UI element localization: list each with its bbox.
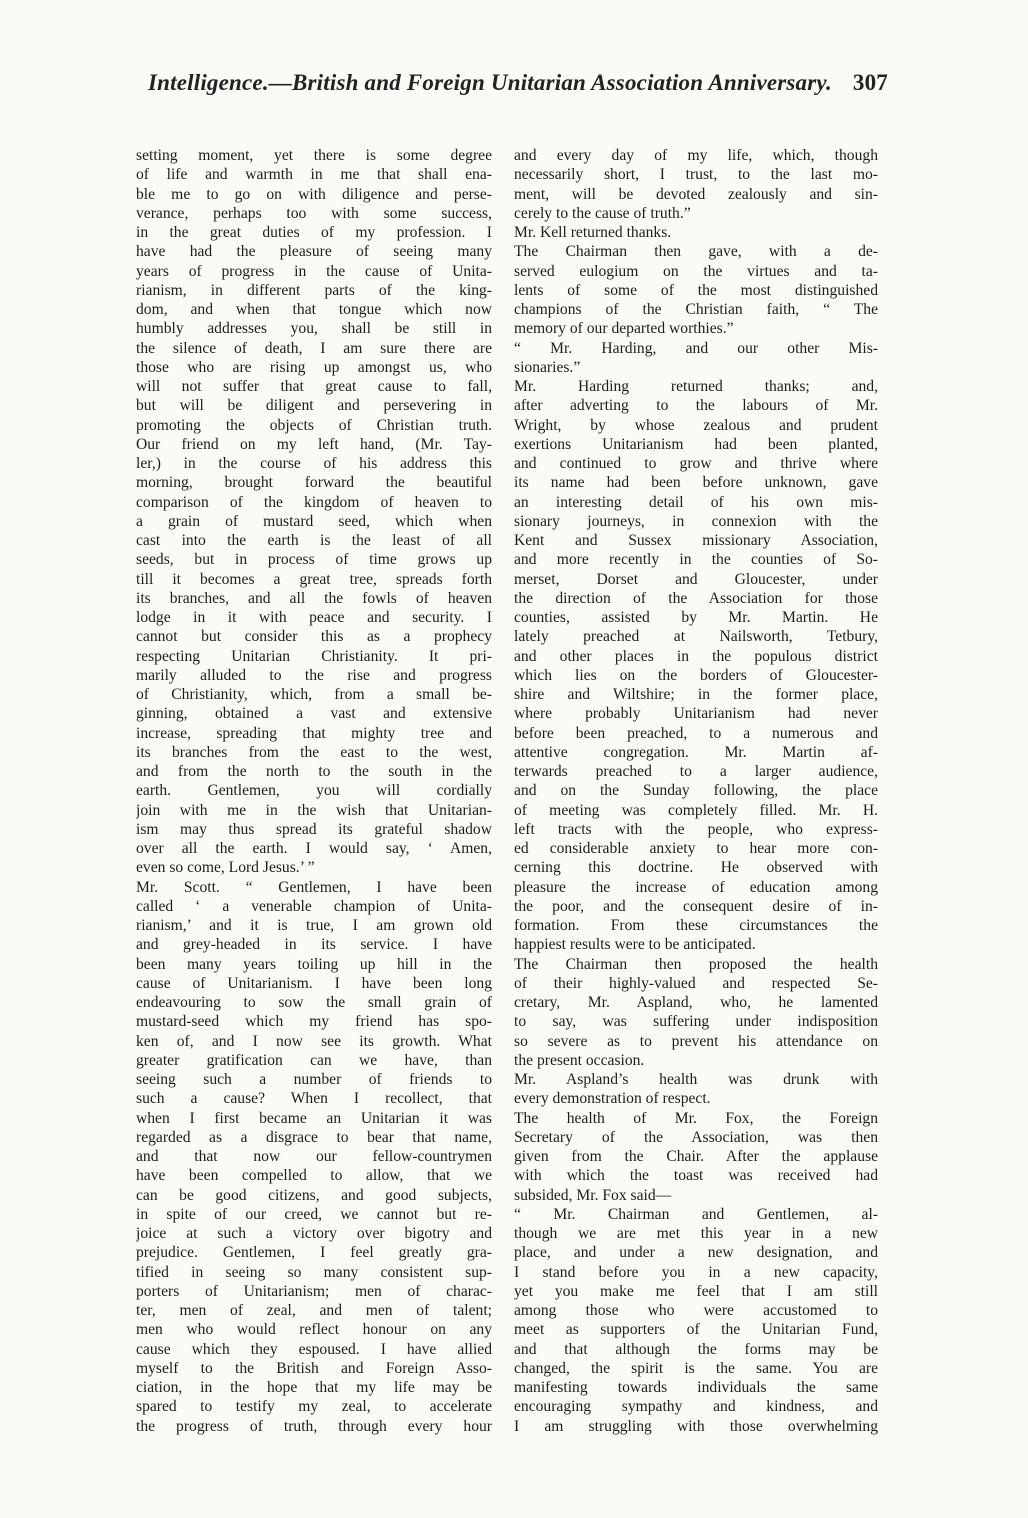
text-line: cerning this doctrine. He observed with (514, 859, 878, 877)
text-line: till it becomes a great tree, spreads forth (136, 570, 492, 588)
text-line: the present occasion. (514, 1051, 645, 1069)
text-line: but will be diligent and persevering in (136, 397, 492, 415)
text-line: The health of Mr. Fox, the Foreign (514, 1109, 878, 1127)
text-line: among those who were accustomed to (514, 1302, 878, 1319)
text-line: and that now our fellow-countrymen (136, 1148, 492, 1165)
text-line: rianism, in different parts of the king- (136, 281, 492, 299)
text-line: and grey-headed in its service. I have (136, 936, 492, 954)
text-line: The Chairman then proposed the health (514, 955, 878, 973)
text-line: Our friend on my left hand, (Mr. Tay- (136, 435, 492, 453)
text-line: ble me to go on with diligence and perse- (136, 185, 492, 203)
text-line: cerely to the cause of truth.” (514, 204, 691, 222)
text-line: ken of, and I now see its growth. What (136, 1032, 492, 1050)
text-line: lents of some of the most distinguished (514, 281, 878, 299)
text-line: have had the pleasure of seeing many (136, 243, 492, 261)
text-line: of meeting was completely filled. Mr. H. (514, 801, 878, 819)
running-header (148, 70, 888, 110)
text-line: ed considerable anxiety to hear more con- (514, 840, 878, 857)
text-line: greater gratification can we have, than (136, 1051, 492, 1069)
text-line: sionary journeys, in connexion with the (514, 512, 878, 530)
text-line: marily alluded to the rise and progress (136, 666, 492, 684)
text-line: increase, spreading that mighty tree and (136, 724, 492, 742)
text-line: so severe as to prevent his attendance on (514, 1032, 878, 1050)
text-line: in the great duties of my profession. I (136, 224, 492, 241)
text-line: the silence of death, I am sure there are (136, 339, 492, 357)
text-line: after adverting to the labours of Mr. (514, 397, 878, 415)
text-line: sionaries.” (514, 358, 581, 376)
text-line: cretary, Mr. Aspland, who, he lamented (514, 994, 878, 1011)
text-line: shire and Wiltshire; in the former place, (514, 686, 878, 703)
text-line: yet you make me feel that I am still (514, 1282, 878, 1300)
text-line: called ‘ a venerable champion of Unita- (136, 897, 492, 915)
page-number: 307 (852, 70, 888, 95)
text-line: which lies on the borders of Gloucester- (514, 666, 878, 684)
text-line: with which the toast was received had (514, 1167, 878, 1185)
text-line: place, and under a new designation, and (514, 1244, 878, 1262)
text-line: Mr. Kell returned thanks. (514, 224, 672, 241)
text-line: can be good citizens, and good subjects, (136, 1186, 492, 1204)
text-line: I stand before you in a new capacity, (514, 1263, 878, 1281)
text-line: encouraging sympathy and kindness, and (514, 1398, 878, 1416)
text-line: an interesting detail of his own mis- (514, 493, 878, 511)
text-line: over all the earth. I would say, ‘ Amen, (136, 840, 492, 857)
text-line: formation. From these circumstances the (514, 917, 878, 934)
text-line: of their highly-valued and respected Se- (514, 974, 878, 992)
text-line: and that although the forms may be (514, 1340, 878, 1358)
text-line: comparison of the kingdom of heaven to (136, 493, 492, 511)
text-line: been many years toiling up hill in the (136, 955, 492, 973)
text-line: humbly addresses you, shall be still in (136, 320, 492, 338)
text-line: and from the north to the south in the (136, 763, 492, 780)
text-line: its name had been before unknown, gave (514, 474, 878, 492)
text-line: and other places in the populous district (514, 647, 878, 665)
text-line: joice at such a victory over bigotry and (136, 1225, 492, 1242)
text-line: served eulogium on the virtues and ta- (514, 262, 878, 280)
text-line: left tracts with the people, who express- (514, 820, 878, 838)
text-line: Wright, by whose zealous and prudent (514, 416, 878, 434)
text-line: seeing such a number of friends to (136, 1071, 492, 1088)
text-line: subsided, Mr. Fox said— (514, 1186, 672, 1204)
text-line: The Chairman then gave, with a de- (514, 243, 878, 261)
text-line: ism may thus spread its grateful shadow (136, 820, 492, 838)
text-line: Mr. Aspland’s health was drunk with (514, 1071, 878, 1088)
text-line: ment, will be devoted zealously and sin- (514, 185, 878, 203)
text-line: ciation, in the hope that my life may be (136, 1379, 492, 1396)
text-line: seeds, but in process of time grows up (136, 551, 492, 569)
text-line: myself to the British and Foreign Asso- (136, 1359, 492, 1377)
text-line: those who are rising up amongst us, who (136, 358, 492, 376)
text-line: regarded as a disgrace to bear that name, (136, 1128, 492, 1146)
text-line: and on the Sunday following, the place (514, 782, 878, 800)
text-line: men who would reflect honour on any (136, 1321, 492, 1339)
left-column (136, 146, 492, 1436)
text-line: prejudice. Gentlemen, I feel greatly gra- (136, 1244, 492, 1262)
text-line: cause of Unitarianism. I have been long (136, 974, 492, 992)
text-line: and every day of my life, which, though (514, 147, 878, 164)
text-line: the progress of truth, through every hour (136, 1417, 492, 1435)
text-line: dom, and when that tongue which now (136, 301, 492, 318)
text-line: “ Mr. Chairman and Gentlemen, al- (514, 1205, 878, 1223)
text-line: champions of the Christian faith, “ The (514, 301, 878, 318)
text-line: lately preached at Nailsworth, Tetbury, (514, 628, 878, 646)
text-line: counties, assisted by Mr. Martin. He (514, 609, 878, 626)
text-line: Mr. Scott. “ Gentlemen, I have been (136, 878, 492, 896)
text-line: Secretary of the Association, was then (514, 1128, 878, 1146)
text-line: years of progress in the cause of Unita- (136, 262, 492, 280)
text-line: lodge in it with peace and security. I (136, 609, 492, 626)
text-line: “ Mr. Harding, and our other Mis- (514, 339, 878, 357)
text-line: its branches from the east to the west, (136, 743, 492, 761)
text-line: attentive congregation. Mr. Martin af- (514, 743, 878, 761)
text-line: where probably Unitarianism had never (514, 705, 878, 723)
text-line: ter, men of zeal, and men of talent; (136, 1302, 492, 1319)
text-line: and continued to grow and thrive where (514, 455, 878, 472)
text-line: even so come, Lord Jesus.’ ” (136, 859, 315, 877)
text-line: Mr. Harding returned thanks; and, (514, 378, 878, 395)
text-line: given from the Chair. After the applause (514, 1148, 878, 1165)
text-line: changed, the spirit is the same. You are (514, 1359, 878, 1377)
text-line: mustard-seed which my friend has spo- (136, 1013, 492, 1031)
text-line: have been compelled to allow, that we (136, 1167, 492, 1185)
text-line: rianism,’ and it is true, I am grown old (136, 917, 492, 934)
text-line: Kent and Sussex missionary Association, (514, 532, 878, 549)
text-line: necessarily short, I trust, to the last mo- (514, 166, 878, 184)
text-line: tified in seeing so many consistent sup- (136, 1263, 492, 1281)
text-line: ginning, obtained a vast and extensive (136, 705, 492, 723)
text-line: earth. Gentlemen, you will cordially (136, 782, 492, 800)
text-line: its branches, and all the fowls of heaven (136, 589, 492, 607)
text-line: manifesting towards individuals the same (514, 1379, 878, 1396)
text-line: cannot but consider this as a prophecy (136, 628, 492, 646)
text-line: promoting the objects of Christian truth. (136, 416, 492, 434)
text-line: verance, perhaps too with some success, (136, 204, 492, 222)
right-column (514, 146, 878, 1436)
text-line: and more recently in the counties of So- (514, 551, 878, 569)
text-line: setting moment, yet there is some degree (136, 147, 492, 164)
text-line: endeavouring to sow the small grain of (136, 994, 492, 1011)
text-line: morning, brought forward the beautiful (136, 474, 492, 492)
text-line: every demonstration of respect. (514, 1090, 711, 1108)
text-line: I am struggling with those overwhelming (514, 1417, 878, 1435)
text-line: ler,) in the course of his address this (136, 455, 492, 472)
text-line: memory of our departed worthies.” (514, 320, 734, 338)
text-line: respecting Unitarian Christianity. It pri- (136, 647, 492, 665)
text-line: before been preached, to a numerous and (514, 724, 878, 742)
running-title: Intelligence.—British and Foreign Unitarian Association Anniversary. (148, 70, 832, 95)
text-line: exertions Unitarianism had been planted, (514, 435, 878, 453)
text-line: pleasure the increase of education among (514, 878, 878, 896)
text-line: will not suffer that great cause to fall, (136, 378, 492, 395)
text-line: the poor, and the consequent desire of in- (514, 897, 878, 915)
text-line: cause which they espoused. I have allied (136, 1340, 492, 1358)
text-line: of life and warmth in me that shall ena- (136, 166, 492, 184)
text-line: such a cause? When I recollect, that (136, 1090, 492, 1108)
text-line: cast into the earth is the least of all (136, 532, 492, 549)
text-line: of Christianity, which, from a small be- (136, 686, 492, 703)
text-line: merset, Dorset and Gloucester, under (514, 570, 878, 588)
text-line: to say, was suffering under indisposition (514, 1013, 878, 1031)
text-line: meet as supporters of the Unitarian Fund, (514, 1321, 878, 1339)
text-line: though we are met this year in a new (514, 1225, 878, 1242)
text-line: join with me in the wish that Unitarian- (136, 801, 492, 819)
text-line: terwards preached to a larger audience, (514, 763, 878, 780)
text-line: a grain of mustard seed, which when (136, 512, 492, 530)
text-line: the direction of the Association for those (514, 589, 878, 607)
text-line: in spite of our creed, we cannot but re- (136, 1205, 492, 1223)
text-line: porters of Unitarianism; men of charac- (136, 1282, 492, 1300)
text-line: happiest results were to be anticipated. (514, 936, 756, 954)
text-line: when I first became an Unitarian it was (136, 1109, 492, 1127)
text-line: spared to testify my zeal, to accelerate (136, 1398, 492, 1416)
